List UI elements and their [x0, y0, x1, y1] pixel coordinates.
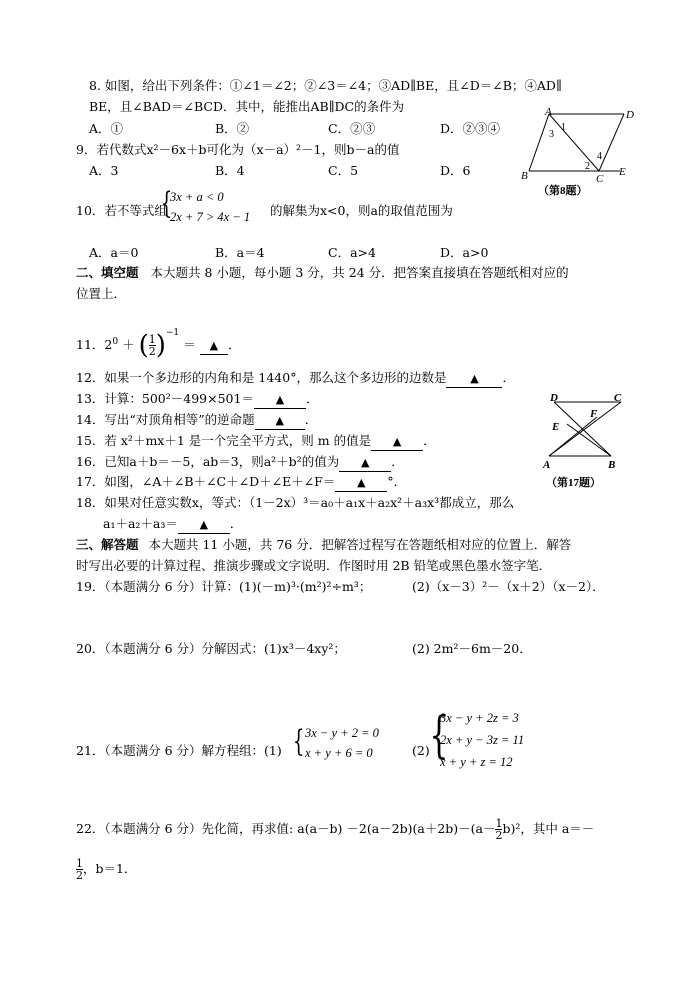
- q11-answer-blank[interactable]: ▲: [200, 337, 228, 355]
- q12-answer-blank[interactable]: ▲: [446, 370, 502, 388]
- q10-inequality-2: 2x + 7 > 4x − 1: [170, 210, 251, 224]
- figure-8: [515, 105, 635, 200]
- section-2-instructions-2: 位置上．: [76, 286, 127, 301]
- q11-plus: ＋: [122, 337, 135, 352]
- q22-line2: $\frac{1}{2}$ ，b＝1．: [76, 857, 137, 882]
- q22-fraction-half-2: $\frac{1}{2}$: [76, 857, 83, 882]
- q11-fraction: $\frac{1}{2}$: [148, 333, 156, 358]
- q8-option-d: D．②③④: [440, 121, 501, 136]
- fig17-caption: （第17题）: [546, 477, 601, 489]
- section-3-title: 三、解答题: [76, 537, 139, 552]
- q20-part2: (2) 2m²－6m－20．: [412, 641, 532, 656]
- q9-option-b: B．4: [215, 163, 245, 178]
- q11-exp: −1: [165, 328, 180, 338]
- q21-system1-eq2: x + y + 6 = 0: [305, 746, 373, 760]
- q12: 12．如果一个多边形的内角和是 1440°，那么这个多边形的边数是 ▲ ．: [76, 370, 515, 388]
- q14-answer-blank[interactable]: ▲: [255, 412, 305, 430]
- q13-answer-blank[interactable]: ▲: [254, 391, 306, 409]
- q8-line1: 8. 如图，给出下列条件：①∠1＝∠2；②∠3＝∠4；③AD∥BE，且∠D＝∠B；④AD∥: [89, 78, 562, 93]
- q22-line1: 22．（本题满分 6 分）先化简，再求值: a(a－b) －2(a－2b)(a＋2b)－(a－ $\frac{1}{2}$ b)²，其中 a＝－: [76, 817, 595, 842]
- q10-option-b: B．a＝4: [215, 245, 265, 260]
- fig17-label-d: D: [550, 392, 558, 404]
- figure-17: [538, 390, 628, 490]
- q17-answer-blank[interactable]: ▲: [335, 474, 387, 492]
- q21-brace-1: {: [292, 724, 305, 759]
- fig8-angle-2: 2: [585, 161, 590, 172]
- section-3-instructions-2: 时写出必要的计算过程、推演步骤或文字说明．作图时用 2B 铅笔或黑色墨水签字笔．: [76, 558, 552, 573]
- fig17-label-e: E: [552, 421, 560, 433]
- fig8-angle-1: 1: [561, 122, 566, 133]
- fig8-label-c: C: [596, 173, 604, 185]
- q16-answer-blank[interactable]: ▲: [339, 454, 391, 472]
- q8-option-c: C．②③: [328, 121, 376, 136]
- fig8-angle-4: 4: [597, 151, 602, 162]
- q21-system2-eq3: x + y + z = 12: [440, 755, 513, 769]
- q15-answer-blank[interactable]: ▲: [371, 433, 423, 451]
- q8-option-a: A．①: [89, 121, 124, 136]
- q10-option-c: C．a>4: [328, 245, 376, 260]
- q9-option-d: D．6: [440, 163, 471, 178]
- fig8-caption: （第8题）: [538, 185, 588, 197]
- section-2-instructions: 本大题共 8 小题，每小题 3 分，共 24 分．把答案直接填在答题纸相对应的: [150, 265, 569, 280]
- q18-answer-blank[interactable]: ▲: [178, 516, 230, 534]
- q10-option-d: D．a>0: [440, 245, 489, 260]
- q19-part1: 19．（本题满分 6 分）计算：(1)(－m)³·(m²)²÷m³；: [76, 579, 372, 594]
- fig17-label-b: B: [608, 459, 616, 471]
- q11-equals: ＝: [183, 337, 196, 352]
- q10-prefix: 10．若不等式组: [76, 203, 167, 218]
- q10-inequality-1: 3x + a < 0: [170, 190, 224, 204]
- q18-line1: 18．如果对任意实数x，等式：（1－2x）³＝a₀＋a₁x＋a₂x²＋a₃x³都成立，那么: [76, 495, 515, 510]
- q16: 16．已知a＋b＝－5，ab＝3，则a²＋b²的值为 ▲ ．: [76, 454, 404, 472]
- q9-option-c: C．5: [328, 163, 359, 178]
- q21-brace-2: {: [429, 706, 449, 764]
- fig8-label-e: E: [619, 166, 626, 178]
- fig17-label-c: C: [614, 392, 622, 404]
- q11-base: 11．2: [76, 337, 113, 352]
- fig17-label-f: F: [590, 408, 598, 420]
- q21-stem: 21．（本题满分 6 分）解方程组：(1): [76, 743, 282, 758]
- section-2-header: [76, 265, 569, 281]
- fig8-label-d: D: [626, 109, 634, 121]
- section-3-header: [76, 537, 571, 553]
- q20-part1: 20．（本题满分 6 分）分解因式：(1)x³－4xy²；: [76, 641, 346, 656]
- q14: 14．写出“对顶角相等”的逆命题 ▲ ．: [76, 412, 317, 430]
- q21-system2-eq2: 2x + y − 3z = 11: [440, 733, 525, 747]
- q11: 11．$2^0$ ＋ ( $\frac{1}{2}$ )$^{-1}$ ＝ ▲ ．: [76, 328, 241, 361]
- q17: 17．如图，∠A＋∠B＋∠C＋∠D＋∠E＋∠F＝ ▲ °．: [76, 474, 406, 492]
- q9-option-a: A．3: [89, 163, 119, 178]
- q10-suffix: 的解集为x<0，则a的取值范围为: [270, 203, 453, 218]
- section-3-instructions: 本大题共 11 小题，共 76 分．把解答过程写在答题纸相对应的位置上．解答: [148, 537, 572, 552]
- q8-option-b: B．②: [215, 121, 250, 136]
- q21-system2-eq1: 3x − y + 2z = 3: [440, 711, 519, 725]
- section-2-title: 二、填空题: [76, 265, 139, 280]
- q9-stem: 9．若代数式x²－6x＋b可化为（x－a）²－1，则b－a的值: [76, 142, 400, 157]
- q21-part2-label: (2): [412, 743, 430, 758]
- q19-part2: (2)（x－3）²－（x＋2）（x－2）．: [412, 579, 605, 594]
- fig8-label-b: B: [521, 170, 528, 182]
- q18-line2: a₁＋a₂＋a₃＝ ▲ ．: [103, 516, 242, 534]
- q13: 13．计算：500²－499×501＝ ▲ ．: [76, 391, 318, 409]
- fig17-label-a: A: [543, 459, 551, 471]
- q11-exp0: 0: [112, 336, 119, 347]
- q15: 15．若 x²＋mx＋1 是一个完全平方式，则 m 的值是 ▲ ．: [76, 433, 436, 451]
- q10-brace: {: [160, 186, 173, 221]
- q8-line2: BE，且∠BAD＝∠BCD．其中，能推出AB∥DC的条件为: [89, 99, 405, 114]
- fig8-label-a: A: [545, 106, 552, 118]
- fig8-angle-3: 3: [549, 129, 554, 140]
- q21-system1-eq1: 3x − y + 2 = 0: [305, 726, 379, 740]
- q10-option-a: A．a＝0: [89, 245, 139, 260]
- q22-fraction-half: $\frac{1}{2}$: [495, 817, 503, 842]
